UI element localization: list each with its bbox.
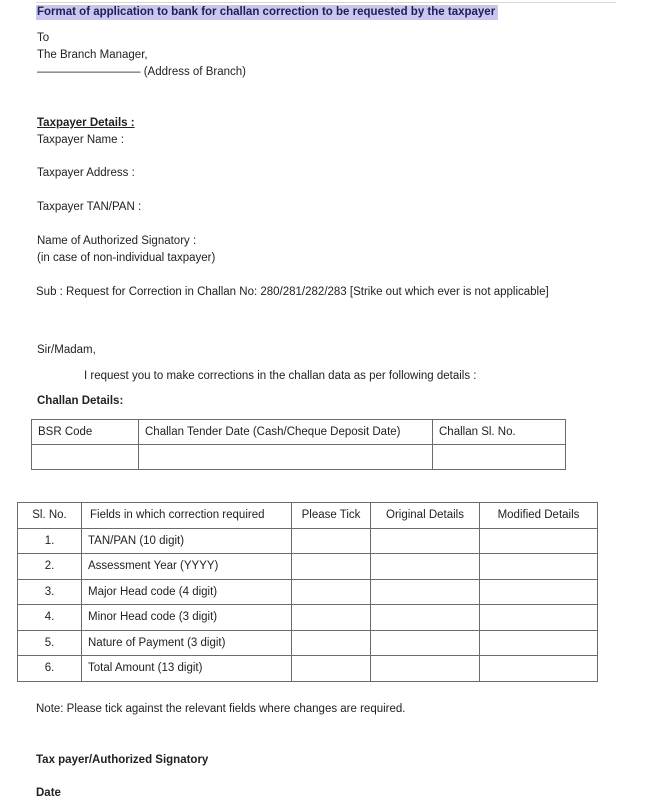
original-details-cell[interactable] xyxy=(371,554,480,580)
row-field: Total Amount (13 digit) xyxy=(82,656,292,682)
original-details-cell[interactable] xyxy=(371,630,480,656)
row-field: Major Head code (4 digit) xyxy=(82,579,292,605)
header-modified-details: Modified Details xyxy=(480,503,598,529)
signature-label: Tax payer/Authorized Signatory xyxy=(36,754,209,766)
header-bsr-code: BSR Code xyxy=(32,420,139,445)
header-challan-sl-no: Challan Sl. No. xyxy=(433,420,566,445)
address-to: To xyxy=(37,32,50,44)
header-please-tick: Please Tick xyxy=(292,503,371,529)
row-field: TAN/PAN (10 digit) xyxy=(82,528,292,554)
header-fields: Fields in which correction required xyxy=(82,503,292,529)
row-sl-no: 5. xyxy=(18,630,82,656)
taxpayer-details-heading: Taxpayer Details : xyxy=(37,117,135,129)
header-rule xyxy=(36,2,616,3)
original-details-cell[interactable] xyxy=(371,656,480,682)
tick-cell[interactable] xyxy=(292,579,371,605)
tick-cell[interactable] xyxy=(292,630,371,656)
correction-table xyxy=(17,502,598,682)
header-original-details: Original Details xyxy=(371,503,480,529)
salutation: Sir/Madam, xyxy=(37,344,96,356)
note-text: Note: Please tick against the relevant fields where changes are required. xyxy=(36,703,406,715)
header-sl-no: Sl. No. xyxy=(18,503,82,529)
original-details-cell[interactable] xyxy=(371,579,480,605)
authorized-signatory-label: Name of Authorized Signatory : xyxy=(37,235,197,247)
header-tender-date: Challan Tender Date (Cash/Cheque Deposit Date) xyxy=(139,420,433,445)
modified-details-cell[interactable] xyxy=(480,605,598,631)
challan-details-heading: Challan Details: xyxy=(37,395,124,407)
challan-details-table xyxy=(31,419,566,470)
table-row xyxy=(18,605,598,631)
authorized-signatory-note: (in case of non-individual taxpayer) xyxy=(37,252,216,264)
taxpayer-name-label: Taxpayer Name : xyxy=(37,134,124,146)
row-field: Minor Head code (3 digit) xyxy=(82,605,292,631)
row-field: Assessment Year (YYYY) xyxy=(82,554,292,580)
subject-line: Sub : Request for Correction in Challan No: 280/281/282/283 [Strike out which ever is not applicable] xyxy=(36,286,549,298)
table-row xyxy=(18,528,598,554)
taxpayer-address-label: Taxpayer Address : xyxy=(37,167,135,179)
row-sl-no: 6. xyxy=(18,656,82,682)
row-sl-no: 2. xyxy=(18,554,82,580)
address-branch-line: ————————— (Address of Branch) xyxy=(37,66,246,78)
challan-sl-no-input-cell[interactable] xyxy=(433,445,566,470)
row-field: Nature of Payment (3 digit) xyxy=(82,630,292,656)
tick-cell[interactable] xyxy=(292,554,371,580)
modified-details-cell[interactable] xyxy=(480,579,598,605)
table-header-row xyxy=(32,420,566,445)
table-row xyxy=(18,579,598,605)
table-row xyxy=(32,445,566,470)
row-sl-no: 4. xyxy=(18,605,82,631)
bsr-code-input-cell[interactable] xyxy=(32,445,139,470)
taxpayer-tan-pan-label: Taxpayer TAN/PAN : xyxy=(37,201,142,213)
date-label: Date xyxy=(36,787,61,799)
modified-details-cell[interactable] xyxy=(480,554,598,580)
table-row xyxy=(18,656,598,682)
tick-cell[interactable] xyxy=(292,528,371,554)
address-recipient: The Branch Manager, xyxy=(37,49,148,61)
tender-date-input-cell[interactable] xyxy=(139,445,433,470)
row-sl-no: 1. xyxy=(18,528,82,554)
table-row xyxy=(18,630,598,656)
modified-details-cell[interactable] xyxy=(480,528,598,554)
tick-cell[interactable] xyxy=(292,656,371,682)
modified-details-cell[interactable] xyxy=(480,656,598,682)
original-details-cell[interactable] xyxy=(371,528,480,554)
document-title: Format of application to bank for challan correction to be requested by the taxpayer xyxy=(36,5,498,20)
request-text: I request you to make corrections in the challan data as per following details : xyxy=(84,370,477,382)
tick-cell[interactable] xyxy=(292,605,371,631)
table-header-row xyxy=(18,503,598,529)
table-row xyxy=(18,554,598,580)
row-sl-no: 3. xyxy=(18,579,82,605)
original-details-cell[interactable] xyxy=(371,605,480,631)
modified-details-cell[interactable] xyxy=(480,630,598,656)
